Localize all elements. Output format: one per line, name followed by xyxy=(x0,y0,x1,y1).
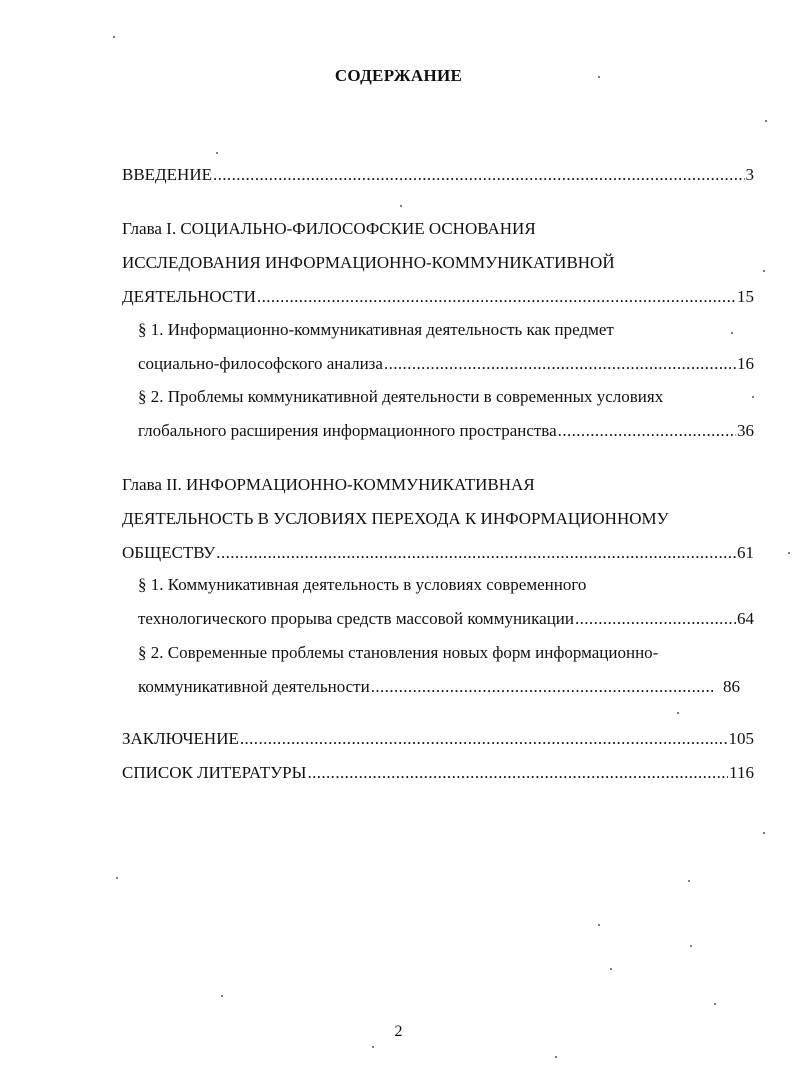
toc-leader xyxy=(257,286,736,308)
toc-entry-chapter-2[interactable] xyxy=(122,542,754,564)
scan-speck xyxy=(752,396,754,398)
scan-speck xyxy=(598,924,600,926)
scan-speck xyxy=(788,552,790,554)
scan-speck xyxy=(400,205,402,207)
section-2-1-line-1: § 1. Коммуникативная деятельность в условиях современного xyxy=(138,575,587,594)
toc-entry-section-1-2[interactable] xyxy=(138,420,754,442)
scan-speck xyxy=(690,945,692,947)
toc-label: ЗАКЛЮЧЕНИЕ xyxy=(122,729,239,748)
toc-page-number: 64 xyxy=(737,609,754,628)
toc-leader xyxy=(307,762,728,784)
scan-speck xyxy=(688,880,690,882)
scan-speck xyxy=(598,76,600,78)
toc-entry-references[interactable] xyxy=(122,762,754,784)
toc-page-number: 16 xyxy=(737,354,754,373)
toc-page-number: 3 xyxy=(745,165,754,184)
toc-leader xyxy=(213,164,745,186)
toc-label: ДЕЯТЕЛЬНОСТИ xyxy=(122,287,256,306)
toc-page-number: 86 xyxy=(723,677,740,696)
toc-entry-section-2-1[interactable] xyxy=(138,608,754,630)
scan-speck xyxy=(731,332,733,334)
scan-speck xyxy=(677,712,679,714)
scan-speck xyxy=(216,152,218,154)
toc-leader xyxy=(216,542,736,564)
scan-speck xyxy=(714,1003,716,1005)
scan-speck xyxy=(372,1046,374,1048)
toc-leader xyxy=(240,728,728,750)
toc-entry-chapter-1[interactable] xyxy=(122,286,754,308)
chapter-2-title-line-1: Глава II. ИНФОРМАЦИОННО-КОММУНИКАТИВНАЯ xyxy=(122,475,535,494)
toc-label: СПИСОК ЛИТЕРАТУРЫ xyxy=(122,763,307,782)
toc-entry-conclusion[interactable] xyxy=(122,728,754,750)
section-1-2-line-1: § 2. Проблемы коммуникативной деятельности в современных условиях xyxy=(138,387,664,406)
toc-page-number: 116 xyxy=(729,763,754,782)
toc-entry-section-2-2[interactable] xyxy=(138,676,740,698)
toc-leader xyxy=(371,676,713,698)
scan-speck xyxy=(116,877,118,879)
scan-speck xyxy=(610,968,612,970)
chapter-1-title-line-2: ИССЛЕДОВАНИЯ ИНФОРМАЦИОННО-КОММУНИКАТИВНОЙ xyxy=(122,253,615,272)
toc-label: ВВЕДЕНИЕ xyxy=(122,165,212,184)
toc-page-number: 61 xyxy=(737,543,754,562)
page-title: СОДЕРЖАНИЕ xyxy=(334,66,463,85)
toc-label: ОБЩЕСТВУ xyxy=(122,543,216,562)
chapter-1-title-line-1: Глава I. СОЦИАЛЬНО-ФИЛОСОФСКИЕ ОСНОВАНИЯ xyxy=(122,219,536,238)
scan-speck xyxy=(763,270,765,272)
toc-label: глобального расширения информационного пространства xyxy=(138,421,557,440)
section-1-1-line-1: § 1. Информационно-коммуникативная деятельность как предмет xyxy=(138,320,614,339)
scan-speck xyxy=(113,36,115,38)
chapter-2-title-line-2: ДЕЯТЕЛЬНОСТЬ В УСЛОВИЯХ ПЕРЕХОДА К ИНФОРМАЦИОННОМУ xyxy=(122,509,669,528)
scan-speck xyxy=(765,120,767,122)
scan-speck xyxy=(555,1056,557,1058)
section-2-2-line-1: § 2. Современные проблемы становления новых форм информационно- xyxy=(138,643,659,662)
toc-page-number: 105 xyxy=(728,729,754,748)
toc-leader xyxy=(558,420,736,442)
toc-entry-section-1-1[interactable] xyxy=(138,353,754,375)
toc-page-number: 15 xyxy=(737,287,754,306)
toc-leader xyxy=(384,353,736,375)
toc-page-number: 36 xyxy=(737,421,754,440)
scan-speck xyxy=(763,832,765,834)
toc-entry-intro[interactable] xyxy=(122,164,754,186)
scan-speck xyxy=(221,995,223,997)
toc-label: социально-философского анализа xyxy=(138,354,383,373)
toc-label: коммуникативной деятельности xyxy=(138,677,370,696)
toc-leader xyxy=(575,608,736,630)
page-number: 2 xyxy=(394,1023,403,1040)
toc-label: технологического прорыва средств массовой коммуникации xyxy=(138,609,574,628)
